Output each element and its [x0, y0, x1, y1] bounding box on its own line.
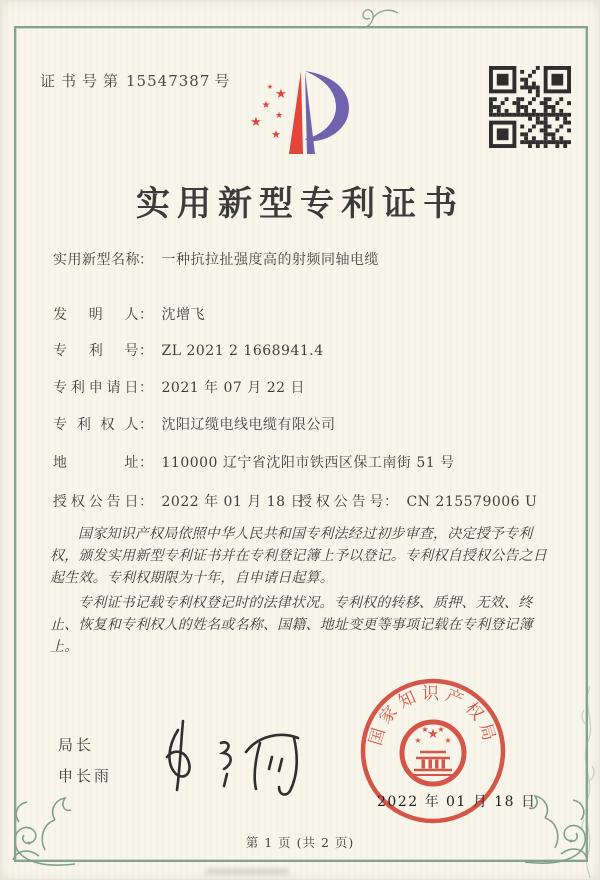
field-value: 沈增飞: [161, 307, 205, 323]
field-value: 110000 辽宁省沈阳市铁西区保工南街 51 号: [161, 455, 455, 471]
certificate-number-prefix: 证书号第: [40, 72, 125, 90]
svg-text:★: ★: [427, 727, 439, 742]
field-label: 授权公告日: [53, 494, 139, 510]
field-colon: ：: [139, 494, 154, 510]
field-value: 沈阳辽缆电线电缆有限公司: [161, 417, 336, 433]
field-value: CN 215579006 U: [406, 494, 538, 510]
qr-code: [489, 66, 571, 148]
logo-star-icon: ★: [271, 128, 281, 141]
logo-star-icon: ★: [274, 111, 284, 121]
logo-star-icon: ★: [275, 87, 287, 102]
legal-text-block: [50, 523, 548, 661]
field-label: 专利号: [53, 343, 139, 359]
field-grant-no: [298, 491, 537, 511]
field-row-grant: [53, 491, 573, 511]
certificate-number-value: 15547387: [126, 72, 211, 90]
field-label: 实用新型名称: [53, 252, 140, 268]
seal-arc-text: 国家知识产权局: [365, 684, 501, 748]
signer-title: 局长: [58, 736, 95, 754]
certificate-title: 实用新型专利证书: [136, 184, 464, 224]
seal-national-emblem-icon: [402, 722, 464, 784]
field-label: 授权公告号: [298, 494, 384, 510]
field-value: 2022 年 01 月 18 日: [161, 494, 306, 510]
border-curl-ornament-icon: [356, 4, 398, 32]
cnipa-logo-icon: [245, 66, 360, 161]
page-number: 第 1 页 (共 2 页): [245, 835, 355, 850]
field-colon: ：: [139, 455, 154, 471]
corner-ornament-icon: [5, 794, 75, 869]
field-row-filing-date: [53, 377, 573, 397]
field-value: 2021 年 07 月 22 日: [161, 380, 306, 396]
field-colon: ：: [139, 252, 154, 268]
certificate-number: [40, 70, 229, 91]
field-label: 专利申请日: [53, 380, 139, 396]
field-colon: ：: [384, 494, 399, 510]
seal-date: 2022 年 01 月 18 日: [377, 794, 537, 810]
certificate-number-suffix: 号: [214, 72, 230, 90]
field-colon: ：: [139, 417, 154, 433]
field-row-address: [53, 452, 573, 472]
field-row-patent-no: [53, 340, 573, 360]
field-row-inventor: [53, 304, 573, 324]
field-row-name: [53, 249, 573, 269]
legal-paragraph-2: 专利证书记载专利权登记时的法律状况。专利权的转移、质押、无效、终止、恢复和专利权人的姓名或名称、国籍、地址变更等事项记载在专利登记簿上。: [50, 595, 533, 655]
svg-text:★: ★: [414, 736, 422, 745]
logo-star-icon: ★: [266, 83, 274, 91]
official-seal: [350, 668, 516, 838]
legal-paragraph-1: 国家知识产权局依照中华人民共和国专利法经过初步审查，决定授予专利权，颁发实用新型专利证书并在专利登记簿上予以登记。专利权自授权公告之日起生效。专利权期限为十年，自申请日起算。: [50, 526, 547, 586]
svg-text:★: ★: [437, 725, 445, 734]
logo-purple-spike: [305, 71, 315, 154]
field-colon: ：: [139, 380, 154, 396]
logo-red-spike: [289, 71, 303, 154]
svg-text:★: ★: [421, 725, 429, 734]
logo-star-icon: ★: [261, 100, 271, 111]
field-value: 一种抗拉扯强度高的射频同轴电缆: [161, 252, 379, 268]
handwritten-signature: [148, 716, 320, 800]
field-row-patentee: [53, 414, 573, 434]
logo-star-icon: ★: [250, 115, 262, 130]
corner-ornament-icon: [525, 792, 595, 867]
field-label: 专利权人: [53, 417, 139, 433]
field-label: 地址: [53, 455, 139, 471]
bleed-through-mark: [205, 868, 289, 875]
field-value: ZL 2021 2 1668941.4: [161, 343, 324, 359]
field-label: 发明人: [53, 307, 139, 323]
signer-name: 申长雨: [58, 767, 113, 785]
svg-text:★: ★: [444, 736, 452, 745]
field-colon: ：: [139, 343, 154, 359]
field-colon: ：: [139, 307, 154, 323]
